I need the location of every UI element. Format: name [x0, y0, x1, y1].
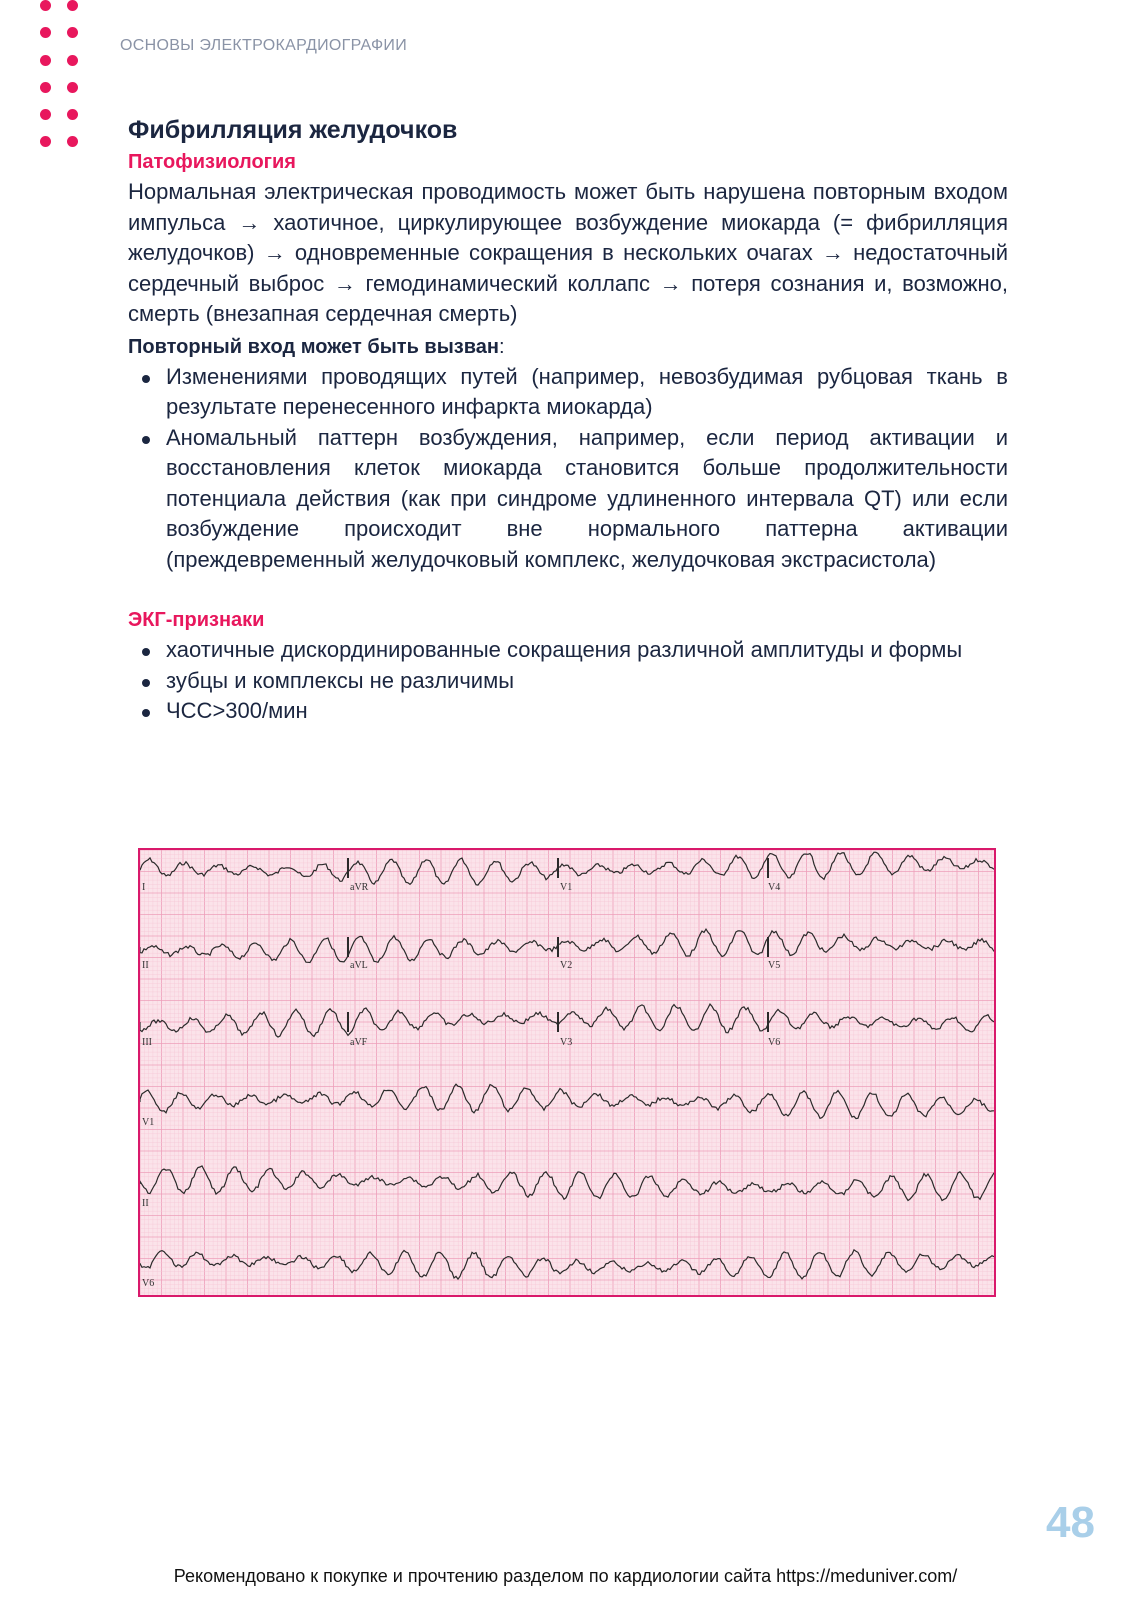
ecg-lead-label: V1 — [560, 882, 573, 893]
decorative-dots — [40, 0, 90, 150]
ecg-lead-label: V1 — [142, 1117, 155, 1128]
list-item: зубцы и комплексы не различимы — [128, 666, 1008, 697]
ecg-trace-image — [140, 850, 994, 1295]
ecg-lead-label: V2 — [560, 960, 573, 971]
list-item: хаотичные дискординированные сокращения различной амплитуды и формы — [128, 635, 1008, 666]
ecg-strip-figure — [138, 848, 996, 1297]
ecg-lead-label: I — [142, 882, 146, 893]
reentry-causes-list — [128, 362, 1008, 576]
footer-recommendation: Рекомендовано к покупке и прочтению разделом по кардиологии сайта https://meduniver.com/ — [173, 1566, 958, 1586]
ecg-trace-line — [140, 1166, 994, 1201]
ecg-lead-label: III — [142, 1037, 152, 1048]
ecg-lead-label: aVF — [350, 1037, 368, 1048]
ecg-signs-list — [128, 635, 1008, 727]
ecg-grid — [140, 850, 994, 1295]
list-item: Аномальный паттерн возбуждения, например, если период активации и восстановления клеток миокарда становится больше продолжительности потенциала действия (как при синдроме удлиненного интервала QT) или если возбуждение происходит вне нормального паттерна активации (преждевременный желудочковый комплекс, желудочковая экстрасистола) — [128, 423, 1008, 576]
ecg-lead-label: II — [142, 1198, 149, 1209]
ecg-lead-label: V6 — [142, 1278, 155, 1289]
reentry-colon: : — [498, 335, 505, 358]
page-number: 48 — [1046, 1498, 1095, 1547]
ecg-signs-heading: ЭКГ-признаки — [128, 609, 265, 631]
ecg-lead-label: V4 — [768, 882, 781, 893]
ecg-lead-label: aVR — [350, 882, 369, 893]
list-item: Изменениями проводящих путей (например, невозбудимая рубцовая ткань в результате перенесенного инфаркта миокарда) — [128, 362, 1008, 423]
pathophysiology-text: Нормальная электрическая проводимость может быть нарушена повторным входом импульса → хаотичное, циркулирующее возбуждение миокарда (= фибрилляция желудочков) → одновременные сокращения в нескольких очагах → недостаточный сердечный выброс → гемодинамический коллапс → потеря сознания и, возможно, смерть (внезапная сердечная смерть) — [128, 179, 1008, 326]
list-item: ЧСС>300/мин — [128, 696, 1008, 727]
running-header: ОСНОВЫ ЭЛЕКТРОКАРДИОГРАФИИ — [120, 37, 408, 54]
ecg-lead-label: aVL — [350, 960, 368, 971]
ecg-trace-line — [140, 1084, 994, 1118]
ecg-lead-label: V5 — [768, 960, 781, 971]
main-content — [128, 116, 1008, 727]
pathophysiology-heading: Патофизиология — [128, 151, 296, 173]
reentry-causes-label — [128, 332, 1008, 362]
ecg-lead-label: V3 — [560, 1037, 573, 1048]
page-title: Фибрилляция желудочков — [128, 116, 458, 144]
reentry-label-bold: Повторный вход может быть вызван — [128, 335, 499, 358]
ecg-lead-label: II — [142, 960, 149, 971]
ecg-lead-label: V6 — [768, 1037, 781, 1048]
